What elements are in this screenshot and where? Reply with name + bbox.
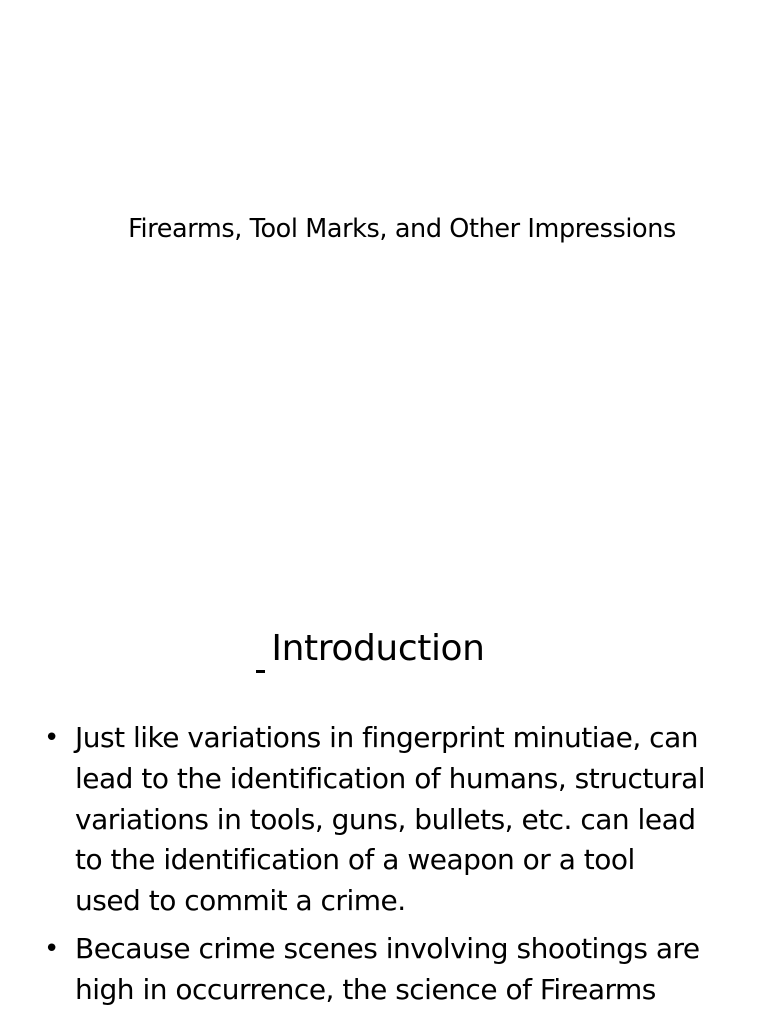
bullet-dot-icon: • xyxy=(44,723,60,753)
bullet-text: Because crime scenes involving shootings are high in occurrence, the science of Firearms xyxy=(75,932,700,1006)
slide-title: Firearms, Tool Marks, and Other Impressions xyxy=(128,214,676,244)
bullet-dot-icon: • xyxy=(44,934,60,964)
bullet-text: Just like variations in fingerprint minutiae, can lead to the identification of humans, structural variations in tools, guns, bullets, etc. can lead to the identification of a weapon or a tool used to commit a crime. xyxy=(75,721,706,918)
slide-2 xyxy=(0,576,768,1024)
slide-heading: Introduction xyxy=(271,628,485,669)
heading-underscore-mark xyxy=(256,670,265,673)
